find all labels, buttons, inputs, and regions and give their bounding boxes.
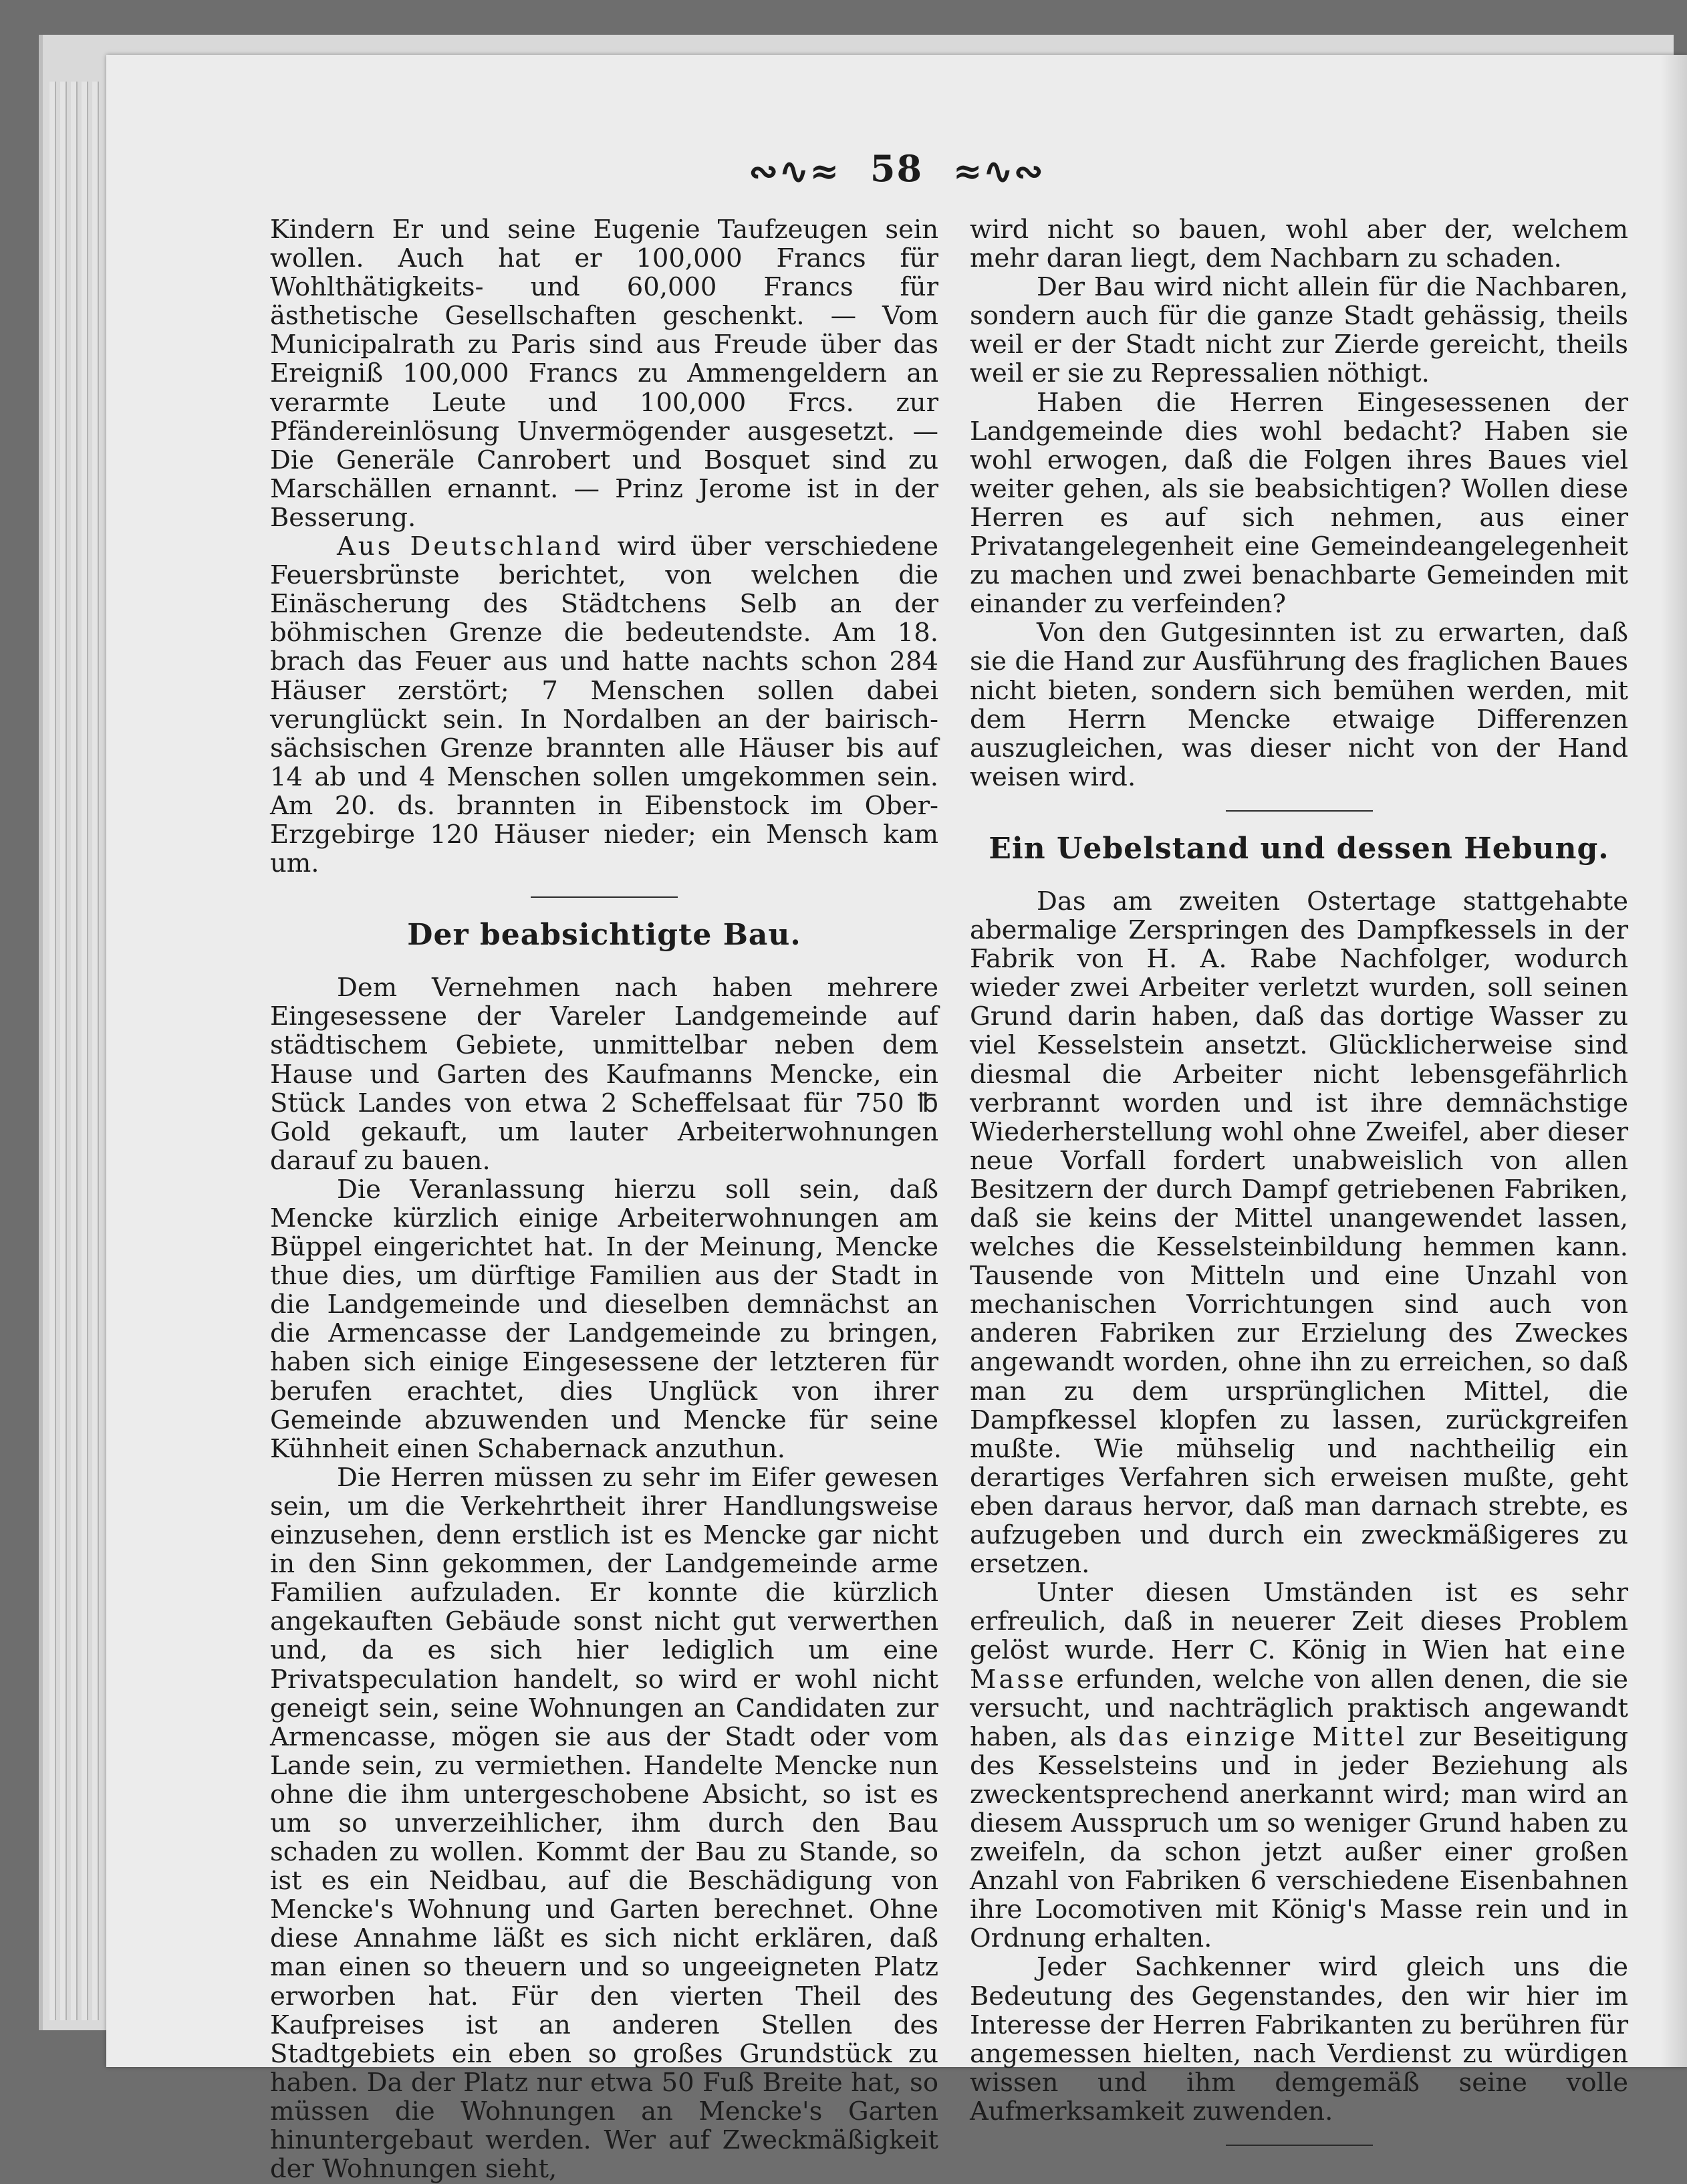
paragraph-text: Unter diesen Umständen ist es sehr erfreulich, daß in neuerer Zeit dieses Problem gelöst wurde. Herr C. König in Wien hat: [970, 1578, 1628, 1666]
page-header: [106, 147, 1687, 192]
spaced-text: Aus Deutschland: [337, 531, 604, 562]
article-heading: Der beabsichtigte Bau.: [407, 918, 801, 953]
page-number: 58: [870, 147, 924, 190]
separator-rule: [531, 896, 678, 898]
page-edge: [71, 82, 78, 2020]
article-paragraph: wird nicht so bauen, wohl aber der, welchem mehr daran liegt, dem Nachbarn zu schaden.: [970, 215, 1628, 274]
article-paragraph: [270, 532, 938, 878]
article-paragraph: Von den Gutgesinnten ist zu erwarten, daß sie die Hand zur Ausführung des fraglichen Baues nicht bieten, sondern sich bemühen werden, mit dem Herrn Mencke etwaige Differenzen auszugleichen, was dieser nicht von der Hand weisen wird.: [970, 618, 1628, 792]
separator-rule: [1226, 810, 1373, 812]
spaced-text: eine Masse: [970, 1635, 1628, 1695]
ornament-right-icon: ≈∿∾: [952, 151, 1045, 193]
article-paragraph: Der Bau wird nicht allein für die Nachbaren, sondern auch für die ganze Stadt gehässig, theils weil er der Stadt nicht zur Zierde gereicht, theils weil er sie zu Repressalien nöthigt.: [970, 272, 1628, 389]
separator-rule: [1226, 2145, 1373, 2146]
page-edge: [92, 82, 99, 2020]
page-edge: [82, 82, 88, 2020]
paragraph-text: zur Beseitigung des Kesselsteins und in jeder Beziehung als zweckentsprechend anerkannt wird; man wird an diesem Ausspruch um so weniger Grund haben zu zweifeln, da schon jetzt außer einer großen Anzahl von Fabriken 6 verschiedene Eisenbahnen ihre Locomotiven mit König's Masse rein und in Ordnung erhalten.: [970, 1721, 1629, 1954]
article-paragraph: Haben die Herren Eingesessenen der Landgemeinde dies wohl bedacht? Haben sie wohl erwogen, daß die Folgen ihres Baues viel weiter gehen, als sie beabsichtigen? Wollen diese Herren es auf sich nehmen, aus einer Privatangelegenheit eine Gemeindeangelegenheit zu machen und zwei benachbarte Gemeinden mit einander zu verfeinden?: [970, 387, 1628, 620]
article-paragraph: Dem Vernehmen nach haben mehrere Eingesessene der Vareler Landgemeinde auf städtischem Gebiete, unmittelbar neben dem Hause und Garten des Kaufmanns Mencke, ein Stück Landes von etwa 2 Scheffelsaat für 750 ℔ Gold gekauft, um lauter Arbeiterwohnungen darauf zu bauen.: [270, 973, 938, 1176]
article-paragraph: Jeder Sachkenner wird gleich uns die Bedeutung des Gegenstandes, den wir hier im Interesse der Herren Fabrikanten zu berühren für angemessen hielten, nach Verdienst zu würdigen wissen und ihm demgemäß seine volle Aufmerksamkeit zuwenden.: [970, 1952, 1628, 2127]
right-column: [970, 215, 1628, 2169]
article-paragraph: Das am zweiten Ostertage stattgehabte abermalige Zerspringen des Dampfkessels in der Fabrik von H. A. Rabe Nachfolger, wodurch wieder zwei Arbeiter verletzt wurden, soll seinen Grund darin haben, daß das dortige Wasser zu viel Kesselstein ansetzt. Glücklicherweise sind diesmal die Arbeiter nicht lebensgefährlich verbrannt worden und ist ihre demnächstige Wiederherstellung wohl ohne Zweifel, aber dieser neue Vorfall fordert unabweislich von allen Besitzern der durch Dampf getriebenen Fabriken, daß sie keins der Mittel unangewendet lassen, welches die Kesselsteinbildung hemmen kann. Tausende von Mitteln und eine Unzahl von mechanischen Vorrichtungen sind auch von anderen Fabriken zur Erzielung des Zweckes angewandt worden, ohne ihn zu erreichen, so daß man zu dem ursprünglichen Mittel, die Dampfkessel klopfen zu lassen, zurückgreifen mußte. Wie mühselig und nachtheilig ein derartiges Verfahren sich erweisen mußte, geht eben daraus hervor, daß man darnach strebte, es aufzugeben und durch ein zweckmäßigeres zu ersetzen.: [970, 886, 1628, 1580]
ornament-left-icon: ∾∿≈: [749, 151, 841, 193]
article-paragraph: Die Herren müssen zu sehr im Eifer gewesen sein, um die Verkehrtheit ihrer Handlungsweise einzusehen, denn erstlich ist es Mencke gar nicht in den Sinn gekommen, der Landgemeinde arme Familien aufzuladen. Er konnte die kürzlich angekauften Gebäude sonst nicht gut verwerthen und, da es sich hier lediglich um eine Privatspeculation handelt, so wird er wohl nicht geneigt sein, seine Wohnungen an Candidaten zur Armencasse, mögen sie aus der Stadt oder vom Lande sein, zu vermiethen. Handelte Mencke nun ohne die ihm untergeschobene Absicht, so ist es um so unverzeihlicher, ihm durch den Bau schaden zu wollen. Kommt der Bau zu Stande, so ist es ein Neidbau, auf die Beschädigung von Mencke's Wohnung und Garten berechnet. Ohne diese Annahme läßt es sich nicht erklären, daß man einen so theuern und so ungeeigneten Platz erworben hat. Für den vierten Theil des Kaufpreises ist an anderen Stellen des Stadtgebiets ein eben so großes Grundstück zu haben. Da der Platz nur etwa 50 Fuß Breite hat, so müssen die Wohnungen an Mencke's Garten hinuntergebaut werden. Wer auf Zweckmäßigkeit der Wohnungen sieht,: [270, 1462, 938, 2184]
page-stack: [39, 35, 1674, 2184]
newspaper-page: [106, 55, 1687, 2184]
spaced-text: das einzige Mittel: [1118, 1721, 1408, 1752]
page-fold-shadow: [1660, 55, 1687, 2067]
paragraph-text: wird über verschiedene Feuersbrünste berichtet, von welchen die Einäscherung des Städtchens Selb an der böhmischen Grenze die bedeutendste. Am 18. brach das Feuer aus und hatte nachts schon 284 Häuser zerstört; 7 Menschen sollen dabei verunglückt sein. In Nordalben an der bairisch-sächsischen Grenze brannten alle Häuser bis auf 14 ab und 4 Menschen sollen umgekommen sein. Am 20. ds. brannten in Eibenstock im Ober-Erzgebirge 120 Häuser nieder; ein Mensch kam um.: [270, 531, 938, 879]
page-edge: [49, 82, 56, 2020]
article-heading: Ein Uebelstand und dessen Hebung.: [989, 831, 1609, 866]
article-paragraph: Kindern Er und seine Eugenie Taufzeugen sein wollen. Auch hat er 100,000 Francs für Wohlthätigkeits- und 60,000 Francs für ästhetische Gesellschaften geschenkt. — Vom Municipalrath zu Paris sind aus Freude über das Ereigniß 100,000 Francs zu Ammengeldern an verarmte Leute und 100,000 Frcs. zur Pfändereinlösung Unvermögender ausgesetzt. — Die Generäle Canrobert und Bosquet sind zu Marschällen ernannt. — Prinz Jerome ist in der Besserung.: [270, 215, 938, 533]
paragraph-text: erfunden, welche von allen denen, die sie versucht, und nachträglich praktisch angewandt haben, als: [970, 1664, 1628, 1752]
article-paragraph: [970, 1578, 1628, 1953]
article-paragraph: Die Veranlassung hierzu soll sein, daß Mencke kürzlich einige Arbeiterwohnungen am Büppel eingerichtet hat. In der Meinung, Mencke thue dies, um dürftige Familien aus der Stadt in die Landgemeinde und dieselben demnächst an die Armencasse der Landgemeinde zu bringen, haben sich einige Eingesessene der letzteren für berufen erachtet, dies Unglück von ihrer Gemeinde abzuwenden und Mencke für seine Kühnheit einen Schabernack anzuthun.: [270, 1174, 938, 1464]
left-column: [270, 215, 938, 2183]
page-edge: [60, 82, 67, 2020]
